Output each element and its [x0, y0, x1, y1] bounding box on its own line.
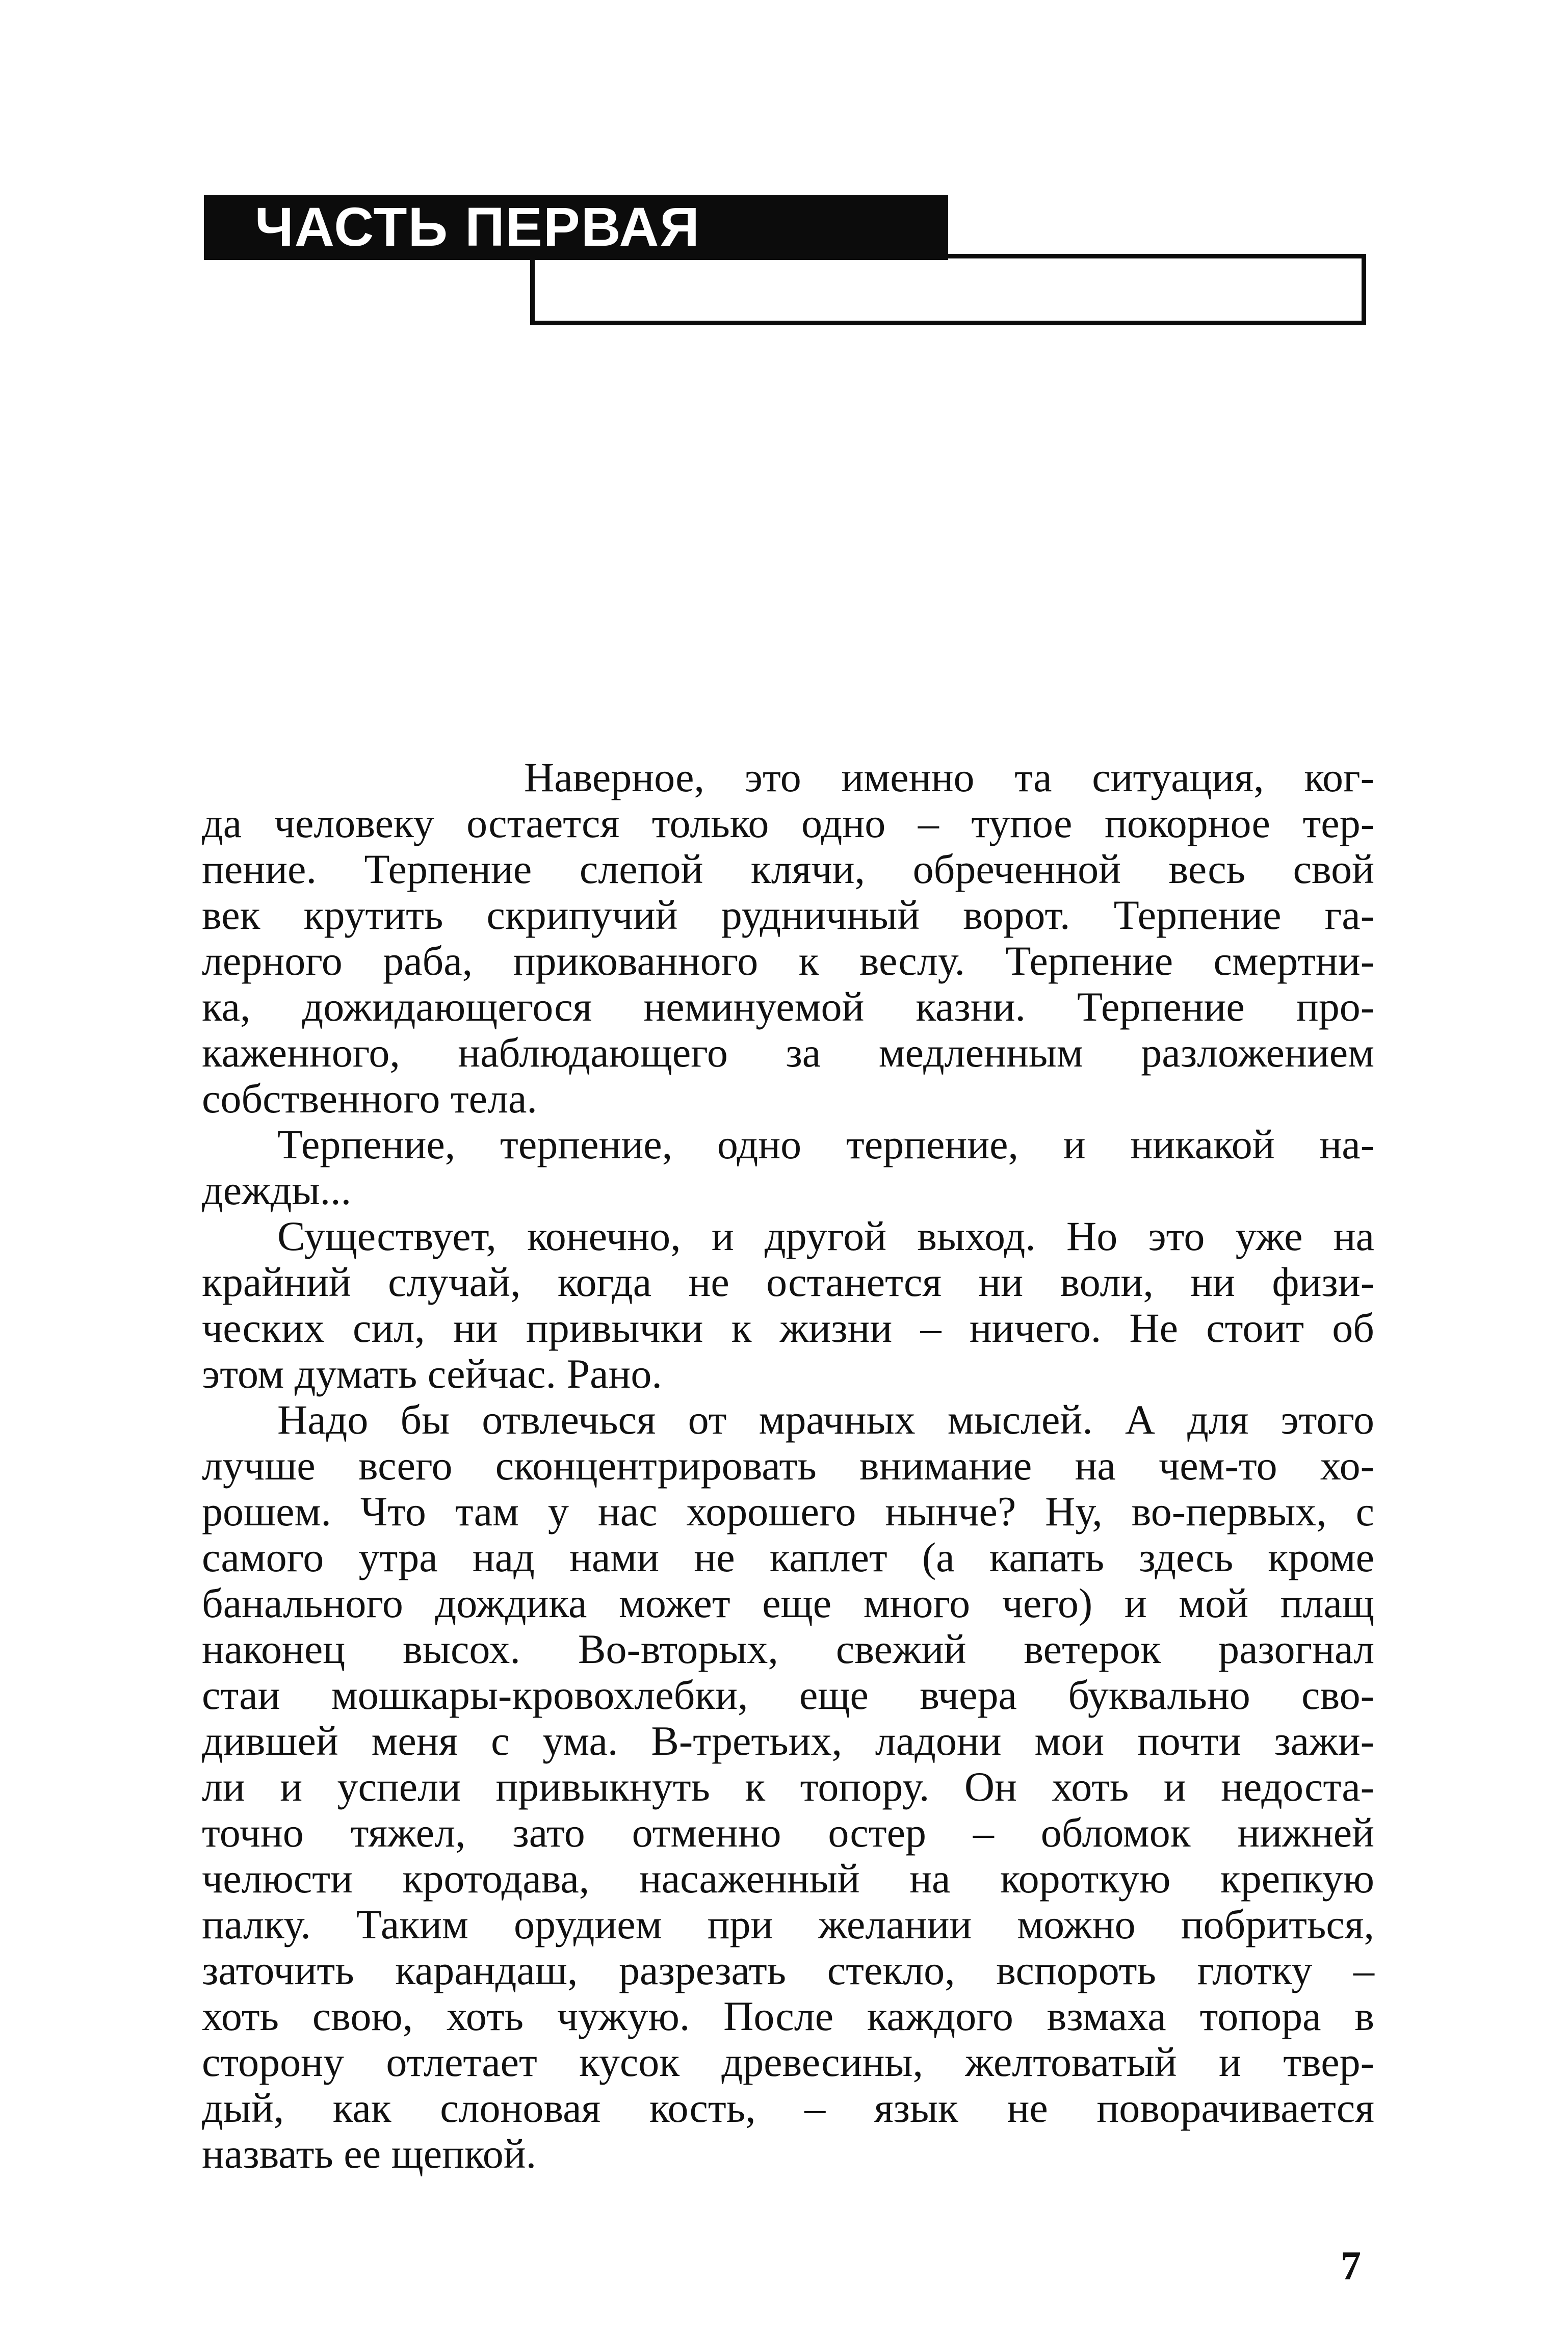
text-line: заточить карандаш, разрезать стекло, вспороть глотку –: [202, 1947, 1374, 1993]
text-line: стаи мошкары-кровохлебки, еще вчера буквально сво-: [202, 1672, 1374, 1718]
text-line: наконец высох. Во-вторых, свежий ветерок разогнал: [202, 1626, 1374, 1672]
text-line: Наверное, это именно та ситуация, ког-: [524, 754, 1374, 800]
text-line: точно тяжел, зато отменно остер – обломок нижней: [202, 1809, 1374, 1856]
text-line: век крутить скрипучий рудничный ворот. Терпение га-: [202, 892, 1374, 938]
text-line: палку. Таким орудием при желании можно побриться,: [202, 1901, 1374, 1947]
text-line: этом думать сейчас. Рано.: [202, 1350, 662, 1397]
text-line: самого утра над нами не каплет (а капать здесь кроме: [202, 1534, 1374, 1580]
text-line: пение. Терпение слепой клячи, обреченной весь свой: [202, 846, 1374, 892]
part-header-bar: [204, 195, 948, 260]
text-line: дившей меня с ума. В-третьих, ладони мои почти зажи-: [202, 1718, 1374, 1764]
page-number: 7: [1341, 2244, 1361, 2289]
text-line: ка, дожидающегося неминуемой казни. Терпение про-: [202, 983, 1374, 1030]
text-line: собственного тела.: [202, 1075, 537, 1122]
paragraph: [202, 755, 1374, 1122]
text-line: назвать ее щепкой.: [202, 2130, 537, 2177]
text-line: банального дождика может еще много чего) и мой плащ: [202, 1580, 1374, 1626]
text-line: челюсти кротодава, насаженный на короткую крепкую: [202, 1855, 1374, 1902]
body-text: [202, 755, 1374, 2177]
text-line: хоть свою, хоть чужую. После каждого взмаха топора в: [202, 1993, 1374, 2039]
paragraph: [202, 1397, 1374, 2177]
text-line: лучше всего сконцентрировать внимание на чем-то хо-: [202, 1442, 1374, 1489]
paragraph: [202, 1122, 1374, 1213]
paragraph: [202, 1213, 1374, 1397]
part-title: ЧАСТЬ ПЕРВАЯ: [255, 196, 701, 257]
text-line: ческих сил, ни привычки к жизни – ничего. Не стоит об: [202, 1305, 1374, 1351]
text-line: крайний случай, когда не останется ни воли, ни физи-: [202, 1259, 1374, 1305]
text-line: Существует, конечно, и другой выход. Но это уже на: [277, 1213, 1374, 1259]
part-header: [204, 195, 1376, 333]
text-line: Надо бы отвлечься от мрачных мыслей. А для этого: [277, 1396, 1374, 1443]
text-line: Терпение, терпение, одно терпение, и никакой на-: [277, 1121, 1374, 1167]
text-line: ли и успели привыкнуть к топору. Он хоть и недоста-: [202, 1763, 1374, 1810]
part-header-frame: [530, 254, 1366, 325]
text-line: дежды...: [202, 1167, 352, 1213]
text-line: да человеку остается только одно – тупое покорное тер-: [202, 800, 1374, 846]
text-line: рошем. Что там у нас хорошего нынче? Ну, во-первых, с: [202, 1488, 1374, 1535]
text-line: каженного, наблюдающего за медленным разложением: [202, 1029, 1374, 1076]
text-line: лерного раба, прикованного к веслу. Терпение смертни-: [202, 938, 1374, 984]
text-line: сторону отлетает кусок древесины, желтоватый и твер-: [202, 2039, 1374, 2085]
text-line: дый, как слоновая кость, – язык не поворачивается: [202, 2085, 1374, 2131]
